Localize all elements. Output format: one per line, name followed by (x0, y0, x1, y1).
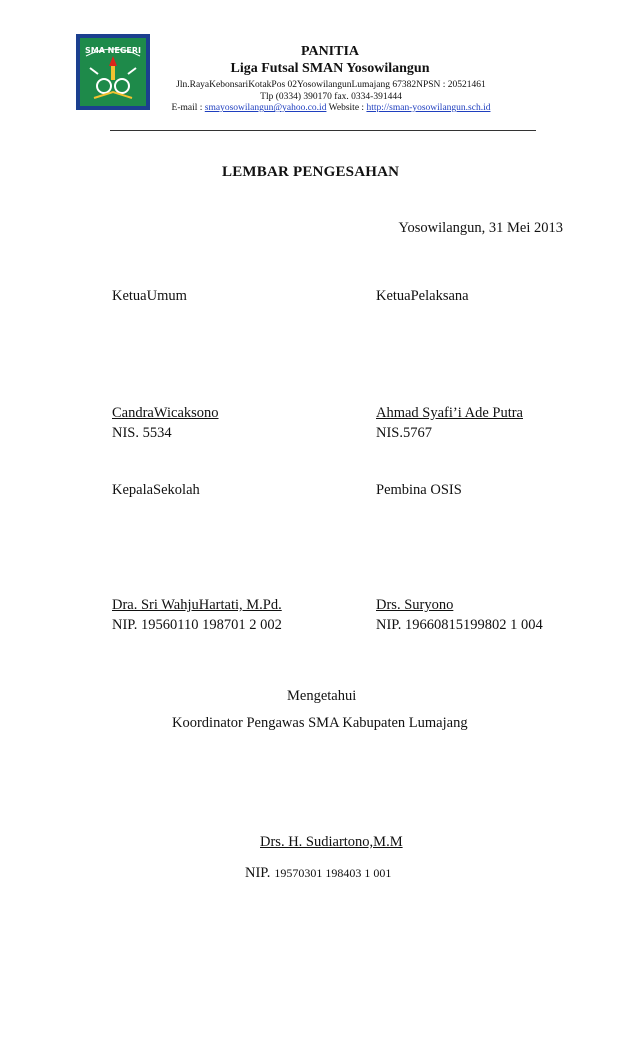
school-logo (76, 34, 150, 110)
role-ketua-pelaksana: KetuaPelaksana (376, 288, 469, 304)
acknowledge-name: Drs. H. Sudiartono,M.M (260, 834, 403, 850)
header-divider (110, 130, 536, 131)
name-ketua-umum: CandraWicaksono (112, 405, 219, 421)
name-ketua-pelaksana: Ahmad Syafi’i Ade Putra (376, 405, 523, 421)
role-pembina-osis: Pembina OSIS (376, 482, 462, 498)
document-title: LEMBAR PENGESAHAN (222, 164, 400, 180)
acknowledge-role: Koordinator Pengawas SMA Kabupaten Lumajang (172, 715, 468, 731)
name-pembina-osis: Drs. Suryono (376, 597, 454, 613)
id-ketua-umum: NIS. 5534 (112, 425, 172, 441)
header-phone: Tlp (0334) 390170 fax. 0334-391444 (260, 92, 402, 102)
acknowledge-nip (245, 864, 391, 882)
id-ketua-pelaksana: NIS.5767 (376, 425, 432, 441)
website-link[interactable]: http://sman-yosowilangun.sch.id (366, 103, 491, 113)
email-link[interactable]: smayosowilangun@yahoo.co.id (204, 103, 327, 113)
header-line1: PANITIA (300, 44, 360, 59)
header-address: Jln.RayaKebonsariKotakPos 02YosowilangunLumajang 67382NPSN : 20521461 (176, 80, 486, 90)
acknowledge-label: Mengetahui (287, 688, 357, 704)
place-date: Yosowilangun, 31 Mei 2013 (398, 220, 563, 236)
nip-value: 19570301 198403 1 001 (274, 866, 392, 880)
website-label: Website : (328, 103, 365, 113)
role-ketua-umum: KetuaUmum (112, 288, 187, 304)
role-kepala-sekolah: KepalaSekolah (112, 482, 200, 498)
id-kepala-sekolah: NIP. 19560110 198701 2 002 (112, 617, 282, 633)
email-label: E-mail : (171, 103, 203, 113)
logo-text: SMA NEGERI (84, 46, 142, 55)
nip-label: NIP. (245, 865, 271, 881)
header-contact (121, 103, 541, 113)
id-pembina-osis: NIP. 19660815199802 1 004 (376, 617, 543, 633)
name-kepala-sekolah: Dra. Sri WahjuHartati, M.Pd. (112, 597, 282, 613)
header-line2: Liga Futsal SMAN Yosowilangun (230, 61, 430, 76)
